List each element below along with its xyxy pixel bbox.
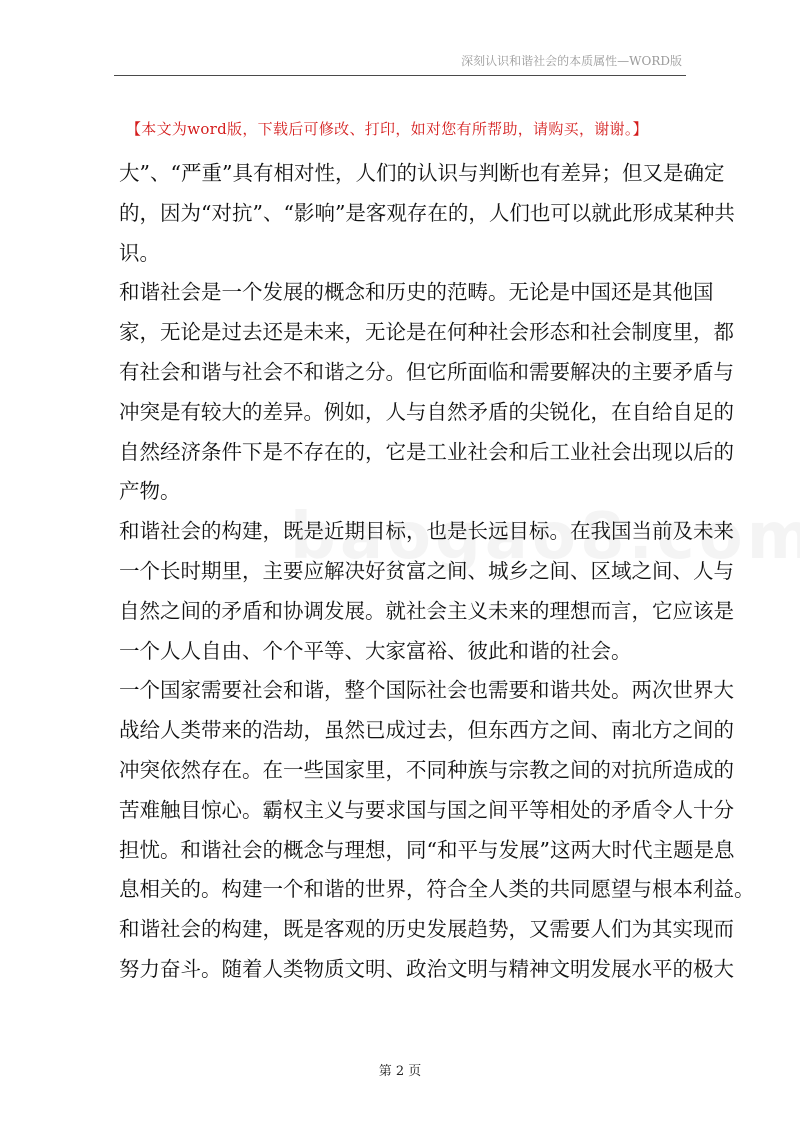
text-line: 产物。 (119, 479, 181, 504)
text-line: 自然之间的矛盾和协调发展。就社会主义未来的理想而言，它应该是 (119, 598, 734, 623)
body-text (119, 154, 755, 990)
text-line: 担忧。和谐社会的概念与理想，同“和平与发展”这两大时代主题是息 (119, 837, 735, 862)
text-line: 一个人人自由、个个平等、大家富裕、彼此和谐的社会。 (119, 638, 632, 663)
text-line: 和谐社会是一个发展的概念和历史的范畴。无论是中国还是其他国 (119, 280, 714, 305)
text-line: 和谐社会的构建，既是客观的历史发展趋势，又需要人们为其实现而 (119, 917, 734, 942)
text-line: 一个国家需要社会和谐，整个国际社会也需要和谐共处。两次世界大 (119, 678, 734, 703)
text-line: 战给人类带来的浩劫，虽然已成过去，但东西方之间、南北方之间的 (119, 718, 734, 743)
text-line: 的，因为“对抗”、“影响”是客观存在的，人们也可以就此形成某种共 (119, 200, 735, 225)
text-line: 冲突依然存在。在一些国家里，不同种族与宗教之间的对抗所造成的 (119, 757, 734, 782)
header-divider (114, 75, 686, 76)
text-line: 一个长时期里，主要应解决好贫富之间、城乡之间、区域之间、人与 (119, 558, 734, 583)
page-number: 第 2 页 (378, 1064, 422, 1079)
text-line: 识。 (119, 240, 160, 265)
text-line: 努力奋斗。随着人类物质文明、政治文明与精神文明发展水平的极大 (119, 956, 734, 981)
text-line: 有社会和谐与社会不和谐之分。但它所面临和需要解决的主要矛盾与 (119, 359, 734, 384)
text-line: 和谐社会的构建，既是近期目标，也是长远目标。在我国当前及未来 (119, 519, 734, 544)
download-notice: 【本文为word版，下载后可修改、打印，如对您有所帮助，请购买，谢谢。】 (126, 120, 648, 138)
text-line: 家，无论是过去还是未来，无论是在何种社会形态和社会制度里，都 (119, 320, 734, 345)
text-line: 苦难触目惊心。霸权主义与要求国与国之间平等相处的矛盾令人十分 (119, 797, 734, 822)
header-title: 深刻认识和谐社会的本质属性—WORD版 (461, 54, 682, 68)
text-line: 大”、“严重”具有相对性，人们的认识与判断也有差异；但又是确定 (119, 161, 725, 185)
text-line: 息相关的。构建一个和谐的世界，符合全人类的共同愿望与根本利益。 (119, 877, 755, 902)
text-line: 自然经济条件下是不存在的，它是工业社会和后工业社会出现以后的 (119, 439, 734, 464)
text-line: 冲突是有较大的差异。例如，人与自然矛盾的尖锐化，在自给自足的 (119, 399, 734, 424)
